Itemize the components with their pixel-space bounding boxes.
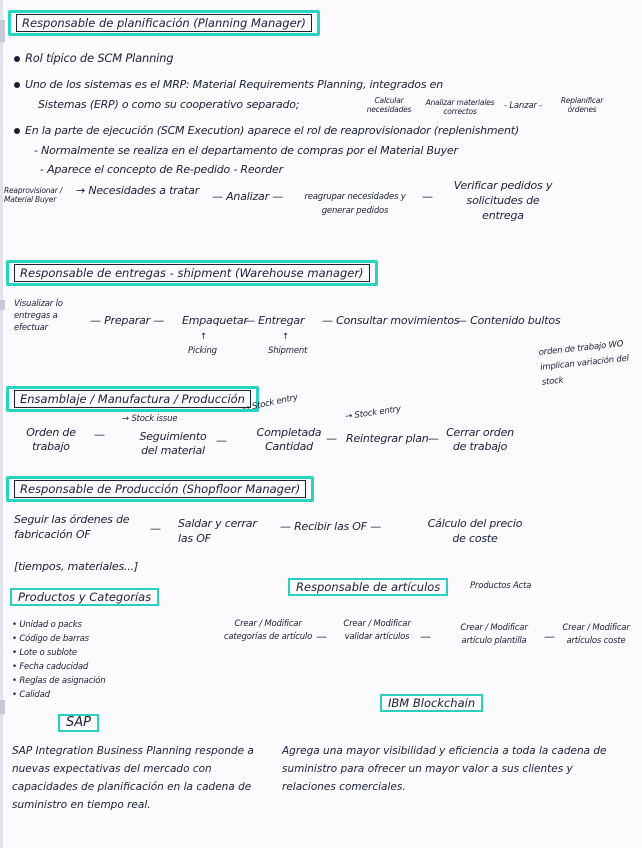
page-edge — [0, 0, 3, 848]
text-normalmente: - Normalmente se realiza en el departamento de compras por el Material Buyer — [34, 144, 458, 157]
flow-seguir: Seguir las órdenes de fabricación OF — [14, 513, 130, 541]
list-item: • Fecha caducidad — [12, 662, 89, 672]
flow-cerrar: Cerrar orden de trabajo — [446, 426, 514, 453]
list-item: • Código de barras — [12, 634, 89, 644]
list-item: • Unidad o packs — [12, 620, 82, 630]
list-productos — [12, 618, 106, 702]
label-productos-acta: Productos Acta — [470, 581, 532, 591]
flow-arrow: — — [94, 428, 105, 441]
flow-seguimiento: Seguimiento del material — [139, 430, 207, 457]
section-title-productos: Productos y Categorías — [10, 588, 159, 606]
flow-orden: Orden de trabajo — [26, 426, 76, 453]
section-title-shipment: Responsable de entregas - shipment (Warehouse manager) — [6, 260, 378, 286]
text-reaprovisionar: Reaprovisionar / Material Buyer — [4, 186, 63, 204]
flow-visualizar: Visualizar lo entregas a efectuar — [14, 299, 63, 333]
bullet-icon — [14, 82, 20, 88]
flow-reagrupar: reagrupar necesidades y generar pedidos — [304, 192, 406, 216]
label-stock-entry-1: → Stock entry — [241, 392, 299, 414]
flow-consultar: — Consultar movimientos — [322, 314, 460, 327]
flow-arrow: — — [544, 630, 555, 643]
flow-completada: Completada Cantidad — [256, 426, 322, 453]
section-title-articulos: Responsable de artículos — [288, 578, 448, 596]
section-title-sap: SAP — [58, 714, 99, 732]
bullet-mrp: Uno de los sistemas es el MRP: Material Requirements Planning, integrados en — [14, 78, 443, 91]
flow-necesidades: → Necesidades a tratar — [76, 184, 200, 197]
flow-contenido: — Contenido bultos — [456, 314, 561, 327]
flow-dash: — — [422, 190, 433, 203]
flow-arrow: — — [420, 630, 431, 643]
flow-calculo: Cálculo del precio de coste — [427, 517, 523, 545]
section-title-planning: Responsable de planificación (Planning Manager) — [8, 10, 320, 36]
note-orden-trabajo: orden de trabajo WO implican variación del stock — [538, 339, 630, 388]
flow-preparar: — Preparar — — [90, 314, 165, 327]
section-title-ensamblaje: Ensamblaje / Manufactura / Producción — [6, 386, 259, 412]
bullet-icon — [14, 56, 20, 62]
section-title-shopfloor: Responsable de Producción (Shopfloor Manager) — [6, 476, 314, 502]
list-item: • Lote o sublote — [12, 648, 77, 658]
flow-empaquetar: Empaquetar — [182, 314, 248, 327]
label-picking: Picking — [188, 346, 217, 356]
flow-tiempos: [tiempos, materiales...] — [14, 560, 138, 573]
flow-arrow: — — [150, 522, 161, 535]
page-edge-mark — [0, 20, 5, 42]
text-sistemas: Sistemas (ERP) o como su cooperativo separado; — [38, 98, 300, 111]
text-ibm: Agrega una mayor visibilidad y eficiencia a toda la cadena de suministro para ofrecer un mayor valor a sus clientes y relaciones comerciales. — [282, 745, 607, 793]
bullet-execution: En la parte de ejecución (SCM Execution) aparece el rol de reaprovisionador (replenishment) — [14, 124, 519, 137]
flow-entregar: — Entregar — [244, 314, 305, 327]
text-lanzar: - Lanzar - — [504, 101, 543, 111]
label-stock-issue: → Stock issue — [122, 414, 178, 424]
flow-arrow: — — [316, 630, 327, 643]
text-calcular: Calcular necesidades — [366, 96, 412, 114]
text-analizar: Analizar materiales correctos — [425, 98, 495, 116]
flow-arrow: — — [428, 432, 439, 445]
arrow-up-icon: ↑ — [282, 332, 289, 342]
text-sap: SAP Integration Business Planning responde a nuevas expectativas del mercado con capacidades de planificación en la cadena de suministro en tiempo real. — [12, 745, 254, 811]
flow-recibir: — Recibir las OF — — [280, 520, 382, 533]
flow-arrow: — — [326, 432, 337, 445]
page-edge-mark — [0, 300, 5, 310]
flow-reintegrar: Reintegrar plan — [346, 432, 429, 445]
flow-crear-coste: Crear / Modificar artículos coste — [562, 623, 630, 646]
text-repedido: - Aparece el concepto de Re-pedido - Reorder — [40, 163, 283, 176]
text-replanificar: Replanificar órdenes — [560, 96, 604, 114]
arrow-up-icon: ↑ — [200, 332, 207, 342]
label-stock-entry-2: → Stock entry — [344, 404, 402, 422]
flow-crear-categorias: Crear / Modificar categorías de artículo — [223, 619, 313, 642]
flow-crear-validar: Crear / Modificar validar artículos — [343, 619, 411, 642]
page-edge-mark — [0, 700, 5, 714]
bullet-rol: Rol típico de SCM Planning — [14, 52, 173, 65]
label-shipment: Shipment — [268, 346, 308, 356]
list-item: • Reglas de asignación — [12, 676, 106, 686]
bullet-icon — [14, 128, 20, 134]
flow-saldar: Saldar y cerrar las OF — [178, 517, 257, 545]
flow-verificar: Verificar pedidos y solicitudes de entrega — [453, 179, 553, 222]
flow-crear-plantilla: Crear / Modificar artículo plantilla — [460, 623, 528, 646]
list-item: • Calidad — [12, 690, 50, 700]
section-title-ibm: IBM Blockchain — [380, 694, 483, 712]
flow-analizar: — Analizar — — [212, 190, 284, 203]
flow-arrow: — — [216, 434, 227, 447]
